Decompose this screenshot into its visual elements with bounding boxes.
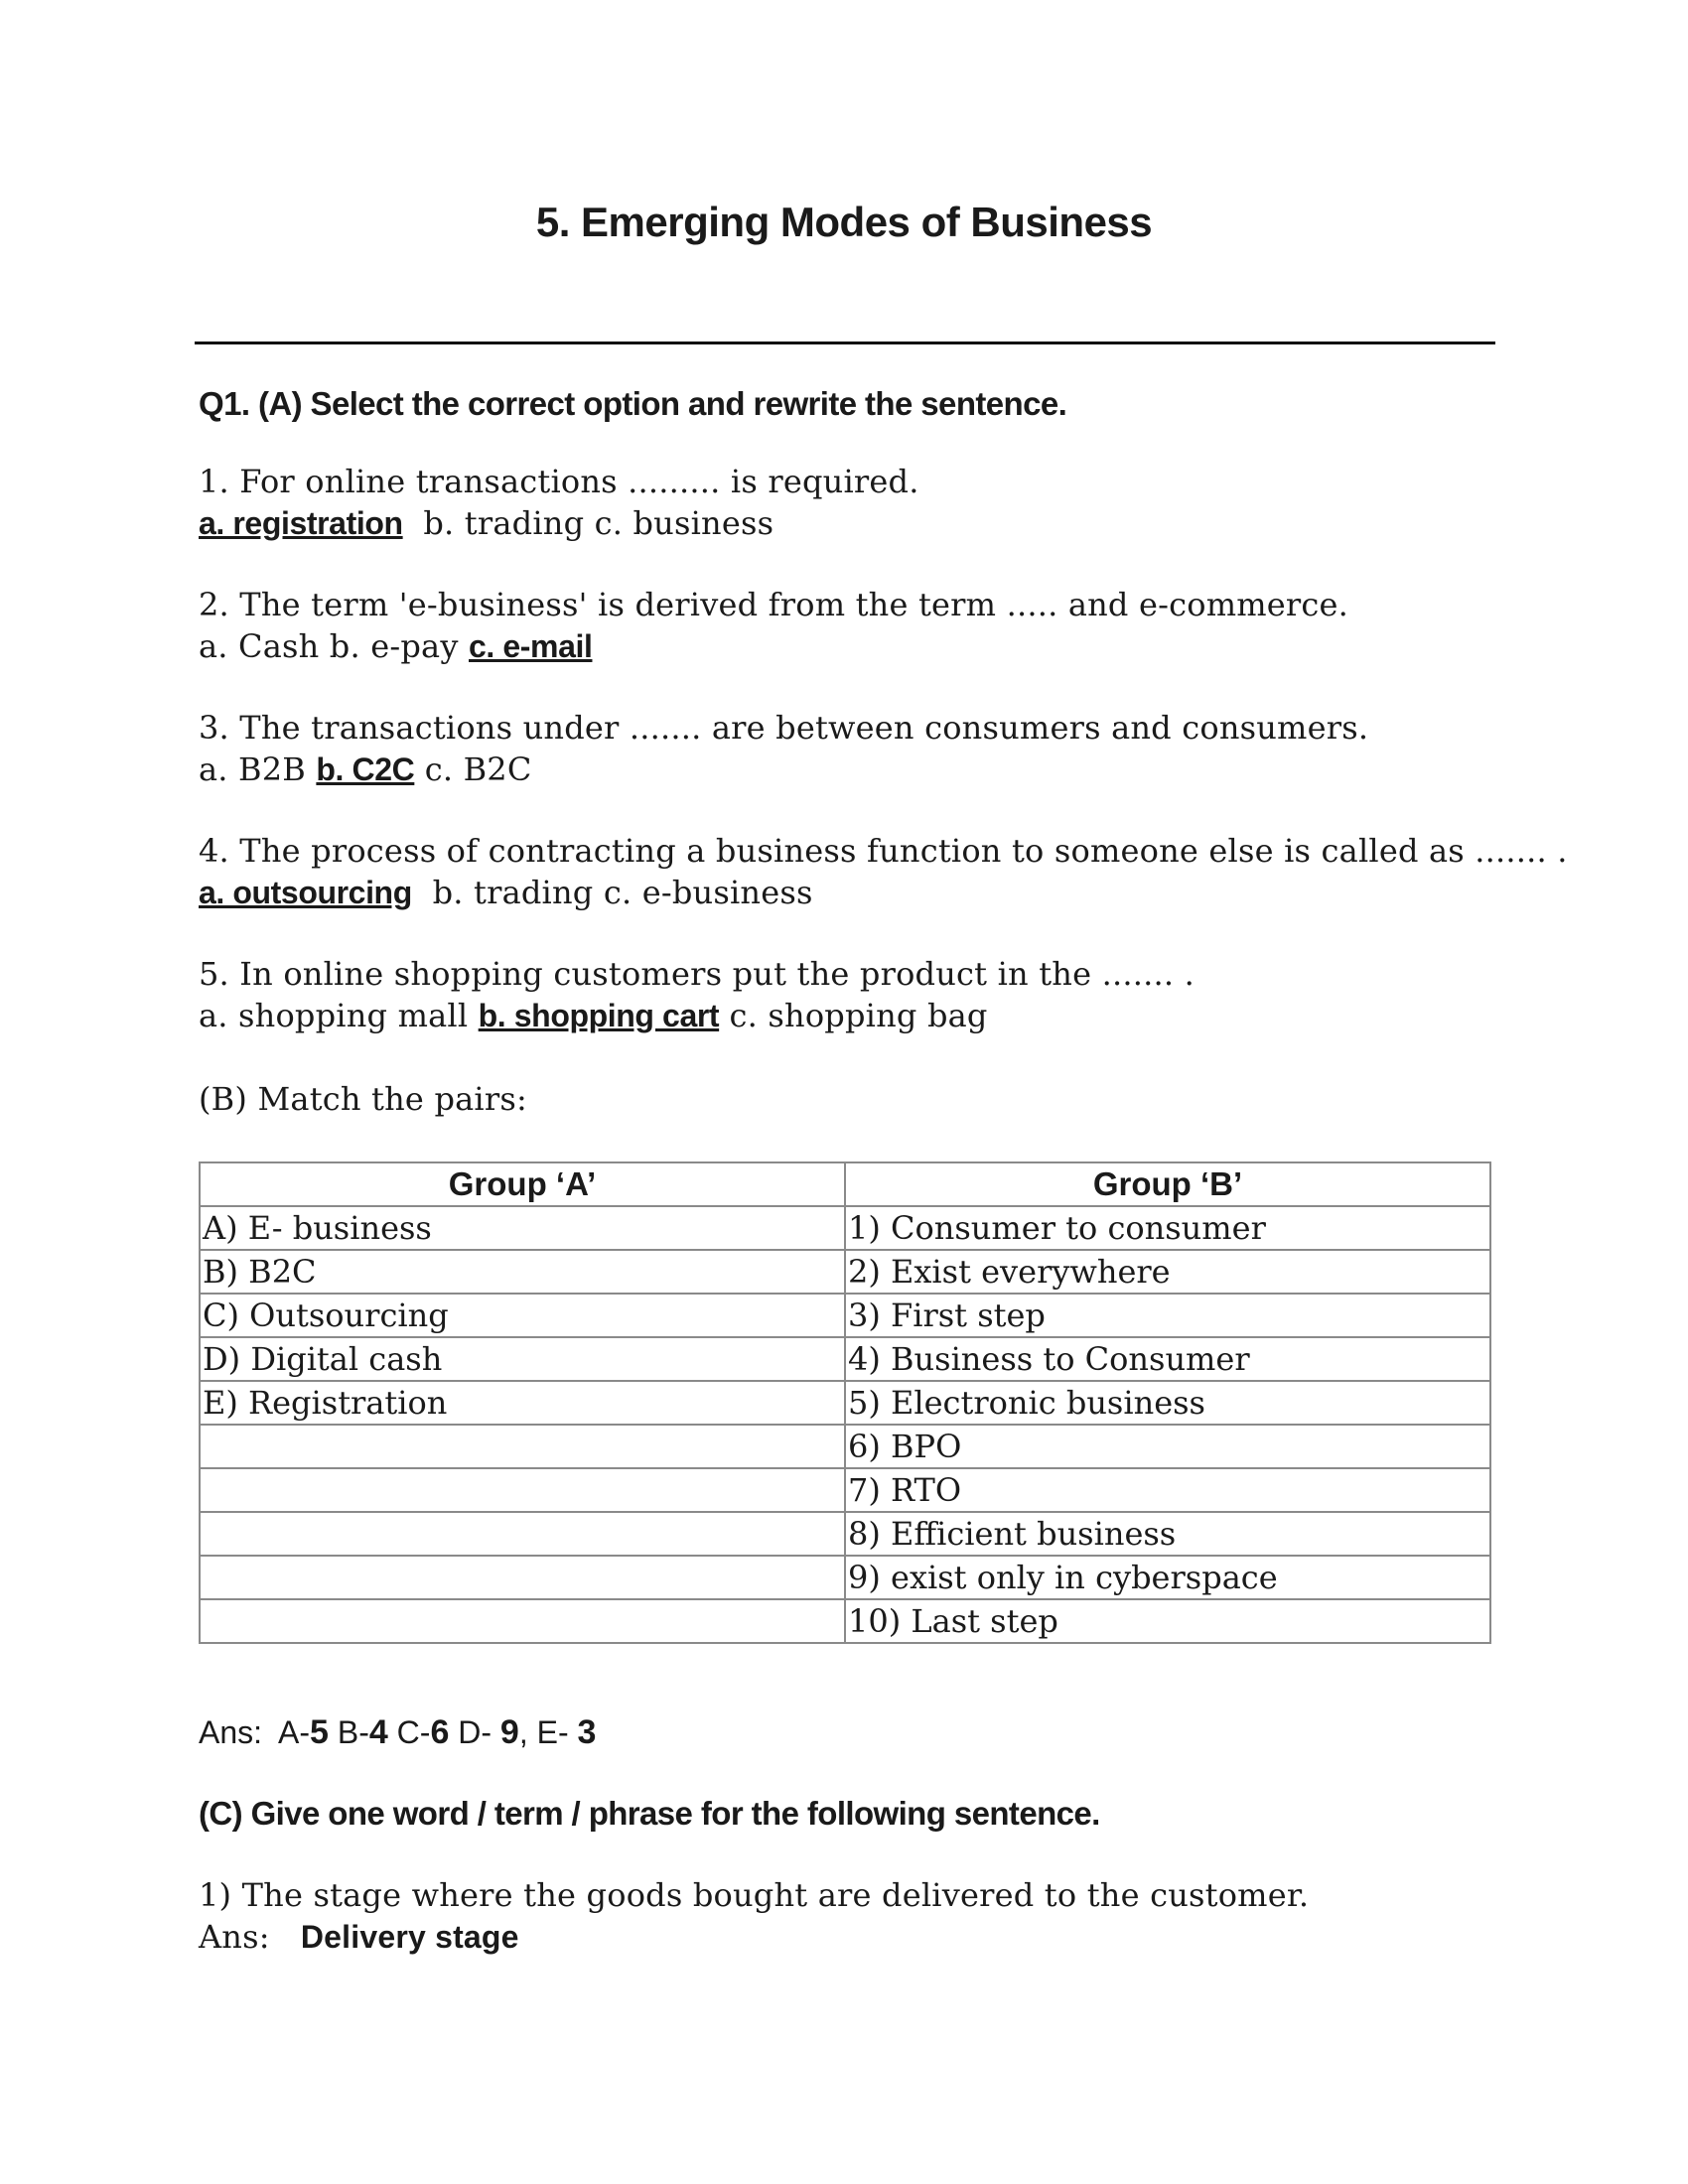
- group-b-cell: 6) BPO: [845, 1425, 1490, 1468]
- answer-b-label: B-: [337, 1714, 369, 1750]
- group-b-cell: 3) First step: [845, 1294, 1490, 1337]
- question-1-option-a-correct: a. registration: [199, 505, 403, 541]
- group-b-cell: 1) Consumer to consumer: [845, 1206, 1490, 1250]
- question-3-text: 3. The transactions under ....... are between consumers and consumers.: [199, 709, 1369, 747]
- section-c-question-1: 1) The stage where the goods bought are delivered to the customer.: [199, 1876, 1310, 1914]
- title-divider: [195, 341, 1495, 344]
- group-a-cell: C) Outsourcing: [200, 1294, 845, 1337]
- group-b-cell: 4) Business to Consumer: [845, 1337, 1490, 1381]
- section-c-heading: (C) Give one word / term / phrase for the following sentence.: [199, 1795, 1100, 1832]
- section-b-heading: (B) Match the pairs:: [199, 1080, 527, 1118]
- answer-e-label: , E-: [518, 1714, 569, 1750]
- question-4-options: [199, 874, 813, 911]
- question-1-text: 1. For online transactions ......... is required.: [199, 463, 919, 500]
- table-row: [200, 1468, 1490, 1512]
- answer-d-label: D-: [458, 1714, 492, 1750]
- group-a-cell: [200, 1468, 845, 1512]
- question-2-option-b: b. e-pay: [329, 627, 459, 665]
- match-pairs-table: [199, 1161, 1491, 1644]
- group-a-cell: [200, 1599, 845, 1643]
- question-4-option-b: b. trading: [432, 874, 594, 911]
- question-5-option-c: c. shopping bag: [729, 997, 988, 1034]
- question-5-option-b-correct: b. shopping cart: [478, 998, 720, 1033]
- group-a-cell: A) E- business: [200, 1206, 845, 1250]
- group-b-cell: 8) Efficient business: [845, 1512, 1490, 1556]
- group-b-cell: 7) RTO: [845, 1468, 1490, 1512]
- group-b-cell: 2) Exist everywhere: [845, 1250, 1490, 1294]
- group-b-cell: 9) exist only in cyberspace: [845, 1556, 1490, 1599]
- group-b-cell: 5) Electronic business: [845, 1381, 1490, 1425]
- group-a-cell: [200, 1512, 845, 1556]
- answer-a-value: 5: [310, 1713, 329, 1751]
- table-header-row: [200, 1162, 1490, 1206]
- question-3-options: [199, 751, 532, 788]
- answer-a-label: A-: [278, 1714, 311, 1750]
- question-4-option-c: c. e-business: [603, 874, 813, 911]
- column-header-group-a: Group ‘A’: [200, 1162, 845, 1206]
- group-b-cell: 10) Last step: [845, 1599, 1490, 1643]
- answer-c-label: C-: [396, 1714, 431, 1750]
- question-1-options: [199, 504, 774, 542]
- table-row: [200, 1425, 1490, 1468]
- table-row: [200, 1206, 1490, 1250]
- question-5-options: [199, 997, 988, 1034]
- answer-e-value: 3: [577, 1713, 597, 1751]
- table-row: [200, 1599, 1490, 1643]
- section-c-answer-prefix: Ans:: [199, 1918, 270, 1956]
- table-row: [200, 1381, 1490, 1425]
- table-row: [200, 1337, 1490, 1381]
- table-row: [200, 1512, 1490, 1556]
- question-2-text: 2. The term 'e-business' is derived from the term ..... and e-commerce.: [199, 586, 1349, 623]
- question-2-options: [199, 627, 592, 665]
- answer-prefix: Ans:: [199, 1714, 263, 1750]
- group-a-cell: E) Registration: [200, 1381, 845, 1425]
- question-5-option-a: a. shopping mall: [199, 997, 469, 1034]
- question-5-text: 5. In online shopping customers put the product in the ....... .: [199, 955, 1195, 993]
- question-3-option-a: a. B2B: [199, 751, 307, 788]
- table-row: [200, 1294, 1490, 1337]
- match-answer-line: [199, 1713, 596, 1752]
- table-row: [200, 1250, 1490, 1294]
- section-c-answer-value: Delivery stage: [300, 1919, 519, 1955]
- question-2-option-c-correct: c. e-mail: [469, 628, 593, 664]
- group-a-cell: [200, 1556, 845, 1599]
- section-a-heading: Q1. (A) Select the correct option and rewrite the sentence.: [199, 385, 1067, 422]
- question-3-option-c: c. B2C: [424, 751, 532, 788]
- page-title: 5. Emerging Modes of Business: [535, 199, 1153, 245]
- question-4-option-a-correct: a. outsourcing: [199, 875, 412, 910]
- answer-d-value: 9: [499, 1713, 519, 1751]
- group-a-cell: B) B2C: [200, 1250, 845, 1294]
- question-3-option-b-correct: b. C2C: [316, 751, 415, 787]
- group-a-cell: [200, 1425, 845, 1468]
- column-header-group-b: Group ‘B’: [845, 1162, 1490, 1206]
- answer-b-value: 4: [368, 1713, 388, 1751]
- question-2-option-a: a. Cash: [199, 627, 320, 665]
- section-c-answer-1: [199, 1918, 519, 1956]
- answer-c-value: 6: [430, 1713, 450, 1751]
- question-1-option-c: c. business: [594, 504, 774, 542]
- question-4-text: 4. The process of contracting a business function to someone else is called as ....... .: [199, 832, 1568, 870]
- question-1-option-b: b. trading: [423, 504, 585, 542]
- table-row: [200, 1556, 1490, 1599]
- group-a-cell: D) Digital cash: [200, 1337, 845, 1381]
